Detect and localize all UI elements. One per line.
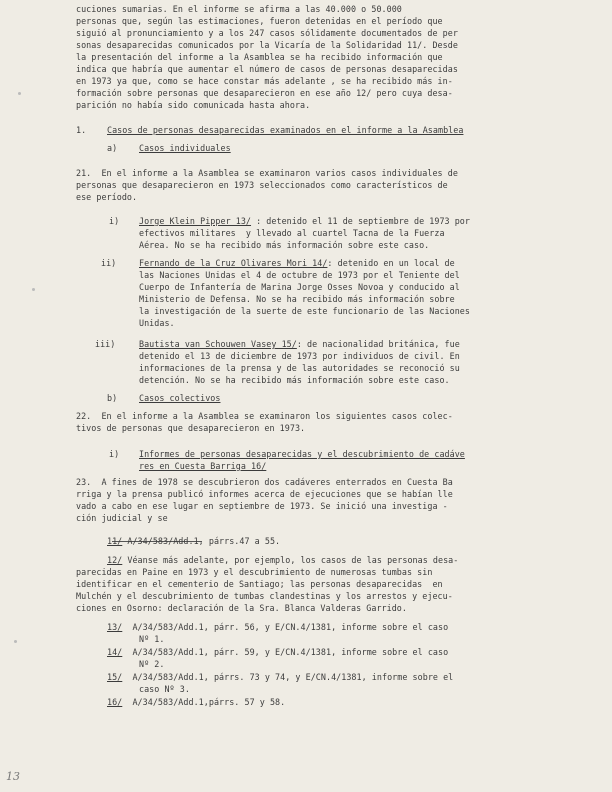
case-number: i): [109, 216, 120, 226]
case-text: : de nacionalidad británica, fue: [296, 339, 460, 349]
footnote-text: A/34/583/Add.1, párr. 59, y E/CN.4/1381, informe sobre el caso: [132, 647, 449, 657]
case-name: Jorge Klein Pipper 13/: [139, 216, 252, 226]
case-text: detenido el 13 de diciembre de 1973 por individuos de civil. En: [139, 351, 460, 361]
text-line: tivos de personas que desaparecieron en 1973.: [76, 423, 306, 433]
footnote-text: Mulchén y el descubrimiento de tumbas clandestinas y los arrestos y ejecu-: [76, 591, 453, 601]
text-line: personas que desaparecieron en 1973 seleccionados como característicos de: [76, 180, 448, 190]
footnote-text: caso Nº 3.: [139, 684, 190, 694]
case-text: : detenido el 11 de septiembre de 1973 por: [251, 216, 470, 226]
section-number: 1.: [76, 125, 87, 135]
page-number: 13: [6, 770, 20, 783]
subsection-heading: Casos colectivos: [139, 393, 221, 403]
case-text: detención. No se ha recibido más información sobre este caso.: [139, 375, 450, 385]
collective-number: i): [109, 449, 120, 459]
case-number: ii): [101, 258, 117, 268]
text-line: vado a cabo en ese lugar en septiembre de 1973. Se inició una investiga -: [76, 501, 448, 511]
text-line: ción judicial y se: [76, 513, 168, 523]
footnote-text: ciones en Osorno: declaración de la Sra. Blanca Valderas Garrido.: [76, 603, 407, 613]
case-text: efectivos militares y llevado al cuartel Tacna de la Fuerza: [139, 228, 445, 238]
scan-speck: [32, 288, 35, 291]
case-text: las Naciones Unidas el 4 de octubre de 1973 por el Teniente del: [139, 270, 460, 280]
case-text: : detenido en un local de: [327, 258, 455, 268]
footnote-text: A/34/583/Add.1, párr. 56, y E/CN.4/1381, informe sobre el caso: [132, 622, 449, 632]
case-number: iii): [95, 339, 116, 349]
text-line: cuciones sumarias. En el informe se afirma a las 40.000 o 50.000: [76, 4, 402, 14]
case-text: informaciones de la prensa y de las autoridades se reconoció su: [139, 363, 460, 373]
text-line: la presentación del informe a la Asamblea se ha recibido información que: [76, 52, 443, 62]
text-line: personas que, según las estimaciones, fueron detenidas en el período que: [76, 16, 443, 26]
scan-speck: [14, 640, 17, 643]
section-heading: Casos de personas desaparecidas examinados en el informe a la Asamblea: [107, 125, 464, 135]
text-line: 21. En el informe a la Asamblea se examinaron varios casos individuales de: [76, 168, 458, 178]
subsection-label: b): [107, 393, 118, 403]
footnote-text: A/34/583/Add.1,párrs. 57 y 58.: [132, 697, 286, 707]
footnote-text: identificar en el cementerio de Santiago; las personas desaparecidas en: [76, 579, 443, 589]
case-text: la investigación de la suerte de este funcionario de las Naciones: [139, 306, 470, 316]
collective-heading: Informes de personas desaparecidas y el descubrimiento de cadáve: [139, 449, 465, 459]
footnote-ref: 16/: [107, 697, 123, 707]
case-text: Cuerpo de Infantería de Marina Jorge Osses Novoa y conducido al: [139, 282, 460, 292]
case-text: Aérea. No se ha recibido más información sobre este caso.: [139, 240, 430, 250]
case-text: Ministerio de Defensa. No se ha recibido más información sobre: [139, 294, 455, 304]
footnote-text: Nº 2.: [139, 659, 165, 669]
text-line: indica que habría que aumentar el número de casos de personas desaparecidas: [76, 64, 458, 74]
footnote-ref: 13/: [107, 622, 123, 632]
text-line: ese período.: [76, 192, 138, 202]
footnote-text: parecidas en Paine en 1973 y el descubrimiento de numerosas tumbas sin: [76, 567, 433, 577]
collective-heading: res en Cuesta Barriga 16/: [139, 461, 267, 471]
text-line: formación sobre personas que desaparecieron en ese año 12/ pero cuya desa-: [76, 88, 453, 98]
footnote-ref: 15/: [107, 672, 123, 682]
text-line: parición no había sido comunicada hasta ahora.: [76, 100, 311, 110]
footnote-text: Véanse más adelante, por ejemplo, los casos de las personas desa-: [127, 555, 459, 565]
case-name: Fernando de la Cruz Olivares Mori 14/: [139, 258, 328, 268]
footnote-text: A/34/583/Add.1, párrs. 73 y 74, y E/CN.4/1381, informe sobre el: [132, 672, 454, 682]
scan-speck: [18, 92, 21, 95]
subsection-label: a): [107, 143, 118, 153]
text-line: 23. A fines de 1978 se descubrieron dos cadáveres enterrados en Cuesta Ba: [76, 477, 453, 487]
text-line: 22. En el informe a la Asamblea se examinaron los siguientes casos colec-: [76, 411, 453, 421]
footnote-ref: 14/: [107, 647, 123, 657]
footnote-text: A/34/583/Add.1, párrs.47 a 55.: [127, 536, 281, 546]
subsection-heading: Casos individuales: [139, 143, 231, 153]
text-line: rriga y la prensa publicó informes acerca de ejecuciones que se habían lle: [76, 489, 453, 499]
footnote-ref: 11/: [107, 536, 123, 546]
case-name: Bautista van Schouwen Vasey 15/: [139, 339, 297, 349]
text-line: sonas desaparecidas comunicados por la Vicaría de la Solidaridad 11/. Desde: [76, 40, 458, 50]
text-line: en 1973 ya que, como se hace constar más adelante , se ha recibido más in-: [76, 76, 453, 86]
case-text: Unidas.: [139, 318, 175, 328]
footnote-ref: 12/: [107, 555, 123, 565]
text-line: siguió al pronunciamiento y a los 247 casos sólidamente documentados de per: [76, 28, 458, 38]
footnote-text: Nº 1.: [139, 634, 165, 644]
